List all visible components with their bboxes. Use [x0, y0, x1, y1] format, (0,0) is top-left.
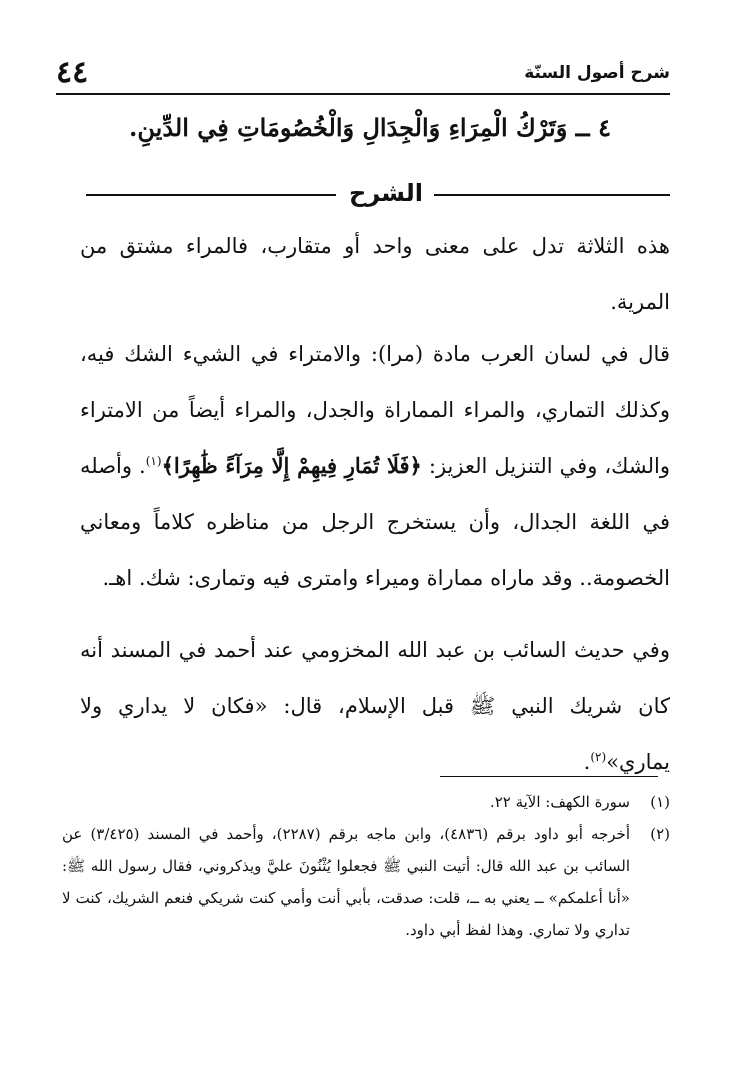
page-header	[56, 56, 670, 90]
paragraph-2	[80, 326, 670, 606]
footnote-1	[62, 786, 670, 818]
paragraph-3	[80, 622, 670, 790]
footnote-number: (٢)	[650, 825, 670, 843]
page-number: ٤٤	[56, 55, 89, 90]
footnote-number: (١)	[650, 793, 670, 811]
footnotes	[62, 786, 670, 946]
footnote-ref-2[interactable]: (٢)	[590, 750, 607, 764]
footnote-ref-1[interactable]: (١)	[145, 454, 162, 468]
paragraph-2-rest: . وأصله في اللغة الجدال، وأن يستخرج الرجل من مناظره كلاماً ومعاني الخصومة.. وقد ماراه مماراة وميراء وامترى فيه وتمارى: شك. اهـ.	[80, 454, 670, 590]
heading-rule-right	[434, 194, 670, 196]
paragraph-3-end: .	[583, 750, 591, 774]
paragraph-3-text: وفي حديث السائب بن عبد الله المخزومي عند أحمد في المسند أنه كان شريك النبي ﷺ قبل الإسلام، قال: «فكان لا يداري ولا يماري»	[80, 638, 670, 774]
section-heading-label: الشرح	[349, 179, 423, 207]
footnote-2	[62, 818, 670, 946]
footnote-text: سورة الكهف: الآية ٢٢.	[489, 793, 630, 811]
running-title: شرح أصول السنّة	[524, 63, 670, 83]
footnote-text: أخرجه أبو داود برقم (٤٨٣٦)، وابن ماجه برقم (٢٢٨٧)، وأحمد في المسند (٣/٤٢٥) عن السائب بن عبد الله قال: أتيت النبي ﷺ فجعلوا يُثْنُونَ عليَّ ويذكروني، فقال رسول الله ﷺ: «أنا أعلمكم» ــ يعني به ــ، قلت: صدقت، بأبي أنت وأمي كنت شريكي فنعم الشريك، كنت لا تداري ولا تماري. وهذا لفظ أبي داود.	[62, 825, 630, 939]
header-rule	[56, 93, 670, 95]
footnote-separator	[440, 776, 658, 777]
matn-text: ٤ ــ وَتَرْكُ الْمِرَاءِ وَالْجِدَالِ وَالْخُصُومَاتِ فِي الدِّينِ.	[129, 113, 611, 142]
heading-rule-left	[86, 194, 336, 196]
paragraph-1: هذه الثلاثة تدل على معنى واحد أو متقارب، فالمراء مشتق من المرية.	[80, 234, 670, 314]
quran-quote: ﴿فَلَا تُمَارِ فِيهِمْ إِلَّا مِرَآءً ظَٰهِرًا﴾	[161, 453, 422, 478]
paragraph-2-intro: قال في لسان العرب مادة (مرا): والامتراء في الشيء الشك فيه، وكذلك التماري، والمراء المماراة والجدل، والمراء أيضاً من الامتراء والشك، وفي التنزيل العزيز:	[80, 342, 670, 478]
section-heading	[86, 175, 670, 211]
